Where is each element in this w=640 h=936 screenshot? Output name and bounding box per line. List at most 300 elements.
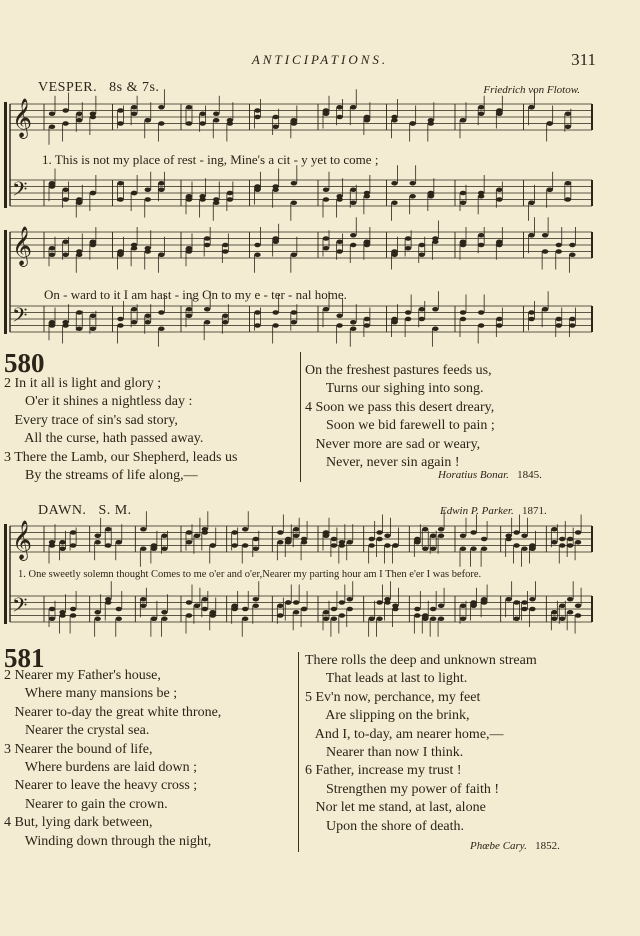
note-head [131,111,137,116]
note-head [76,111,82,116]
composer: Edwin P. Parker. [440,505,514,517]
note-head [94,610,100,615]
note-head [158,121,164,126]
note-head [277,613,283,618]
note-head [227,191,233,196]
note-head [559,543,565,548]
note-head [291,252,297,257]
running-title: ANTICIPATIONS. [251,52,389,67]
note-head [117,108,123,113]
note-head [405,317,411,322]
note-head [254,108,260,113]
note-head [131,105,137,110]
note-head [199,111,205,116]
note-head [460,310,466,315]
note-head [339,600,345,605]
bass-clef-icon: 𝄢 [12,303,28,332]
note-head [559,603,565,608]
hymn-580-right-column: On the freshest pastures feeds us, Turns our sighing into song. 4 Soon we pass this desert dreary, Soon we bid farewell to pain ; Never more are sad or weary, Never, never sin again ! [305,363,495,471]
note-head [409,181,415,186]
note-head [323,197,329,202]
note-head [364,323,370,328]
note-head [551,616,557,621]
note-head [301,537,307,542]
note-head [254,310,260,315]
note-head [405,246,411,251]
note-head [117,252,123,257]
note-head [186,313,192,318]
note-head [559,537,565,542]
note-head [350,243,356,248]
note-head [62,320,68,325]
note-head [202,597,208,602]
music-system-dawn [0,520,640,650]
note-head [254,323,260,328]
note-head [470,603,476,608]
note-head [478,243,484,248]
note-head [505,597,511,602]
note-head [242,607,248,612]
treble-clef-icon: 𝄞 [12,520,33,560]
note-head [202,527,208,532]
note-head [49,540,55,545]
lyric-vesper-line2: On - ward to it I am hast - ing On to my e - ter - nal home. [44,287,347,302]
note-head [49,323,55,328]
note-head [158,326,164,331]
note-head [140,597,146,602]
bass-clef-icon: 𝄢 [12,177,28,206]
note-head [336,194,342,199]
note-head [90,313,96,318]
note-head [419,317,425,322]
note-head [227,197,233,202]
note-head [336,323,342,328]
note-head [151,616,157,621]
note-head [559,616,565,621]
note-head [567,610,573,615]
note-head [272,310,278,315]
note-head [158,187,164,192]
note-head [405,310,411,315]
note-head [151,546,157,551]
lyric-vesper-line1: 1. This is not my place of rest - ing, Mine's a cit - y yet to come ; [42,152,379,167]
page-number: 311 [571,50,596,69]
note-head [376,616,382,621]
note-head [253,546,259,551]
note-head [213,111,219,116]
note-head [438,533,444,538]
note-head [145,313,151,318]
note-head [140,546,146,551]
note-head [364,243,370,248]
tune-name: VESPER. [38,80,98,95]
note-head [546,121,552,126]
treble-clef-icon: 𝄞 [12,226,33,266]
note-head [414,540,420,545]
note-head [336,105,342,110]
note-head [116,607,122,612]
note-head [478,191,484,196]
note-head [460,533,466,538]
tune-meter: S. M. [98,503,132,518]
note-head [131,191,137,196]
note-head [350,105,356,110]
note-head [460,603,466,608]
year: 1871. [522,505,547,517]
note-head [331,543,337,548]
note-head [460,616,466,621]
note-head [478,111,484,116]
note-head [323,533,329,538]
note-head [272,124,278,129]
note-head [350,326,356,331]
note-head [186,105,192,110]
note-head [145,118,151,123]
note-head [231,607,237,612]
note-head [291,310,297,315]
note-head [481,546,487,551]
note-head [70,607,76,612]
note-head [140,527,146,532]
note-head [145,320,151,325]
note-head [556,243,562,248]
note-head [323,187,329,192]
note-head [161,610,167,615]
note-head [438,603,444,608]
note-head [481,600,487,605]
note-head [575,613,581,618]
note-head [70,613,76,618]
note-head [293,533,299,538]
note-head [376,600,382,605]
note-head [569,317,575,322]
note-head [291,181,297,186]
note-head [521,546,527,551]
note-head [513,543,519,548]
note-head [556,317,562,322]
note-head [513,530,519,535]
note-head [409,121,415,126]
note-head [117,323,123,328]
note-head [432,326,438,331]
note-head [364,191,370,196]
note-head [59,610,65,615]
note-head [131,307,137,312]
note-head [161,546,167,551]
note-head [551,540,557,545]
note-head [569,243,575,248]
note-head [565,111,571,116]
note-head [496,187,502,192]
note-head [505,533,511,538]
note-head [391,115,397,120]
note-head [49,616,55,621]
note-head [350,233,356,238]
note-head [529,546,535,551]
note-head [438,527,444,532]
note-head [384,543,390,548]
note-head [460,118,466,123]
note-head [254,243,260,248]
note-head [460,546,466,551]
tune-meter: 8s & 7s. [109,80,160,95]
note-head [496,197,502,202]
tune-vesper-title [38,80,159,96]
note-head [575,603,581,608]
note-head [478,233,484,238]
note-head [528,310,534,315]
note-head [513,616,519,621]
note-head [49,607,55,612]
note-head [161,616,167,621]
note-head [117,197,123,202]
note-head [542,249,548,254]
note-head [460,243,466,248]
note-head [336,115,342,120]
note-head [430,607,436,612]
note-head [291,121,297,126]
note-head [210,543,216,548]
note-head [49,246,55,251]
note-head [567,597,573,602]
note-head [528,200,534,205]
note-head [76,200,82,205]
note-head [186,600,192,605]
note-head [202,607,208,612]
note-head [49,252,55,257]
note-head [242,543,248,548]
note-head [204,320,210,325]
note-head [204,307,210,312]
note-head [350,320,356,325]
note-head [569,323,575,328]
note-head [460,191,466,196]
note-head [542,307,548,312]
note-head [94,616,100,621]
note-head [272,323,278,328]
note-head [117,181,123,186]
year: 1845. [517,469,542,481]
note-head [470,546,476,551]
note-head [521,533,527,538]
note-head [496,243,502,248]
note-head [391,252,397,257]
note-head [186,121,192,126]
note-head [496,111,502,116]
note-head [76,326,82,331]
column-divider [300,352,301,482]
note-head [478,310,484,315]
note-head [529,597,535,602]
note-head [116,540,122,545]
note-head [131,320,137,325]
note-head [521,600,527,605]
note-head [105,543,111,548]
note-head [145,246,151,251]
note-head [272,115,278,120]
note-head [59,546,65,551]
note-head [391,200,397,205]
note-head [339,613,345,618]
system-brace [4,102,7,208]
treble-clef-icon: 𝄞 [12,98,33,138]
attribution-581 [470,840,560,852]
note-head [422,527,428,532]
note-head [210,613,216,618]
note-head [293,527,299,532]
note-head [347,607,353,612]
note-head [331,607,337,612]
note-head [158,181,164,186]
note-head [422,616,428,621]
note-head [186,307,192,312]
author: Horatius Bonar. [438,469,509,481]
note-head [384,533,390,538]
note-head [272,239,278,244]
note-head [336,239,342,244]
note-head [242,616,248,621]
note-head [364,317,370,322]
composer-vesper: Friedrich von Flotow. [483,84,580,96]
note-head [419,307,425,312]
note-head [213,197,219,202]
note-head [460,200,466,205]
note-head [199,121,205,126]
note-head [575,530,581,535]
note-head [90,191,96,196]
note-head [59,540,65,545]
note-head [222,313,228,318]
note-head [546,187,552,192]
note-head [528,233,534,238]
column-divider [298,652,299,852]
note-head [291,200,297,205]
note-head [62,239,68,244]
composer-dawn [440,505,547,517]
note-head [204,236,210,241]
note-head [432,307,438,312]
note-head [277,540,283,545]
note-head [460,317,466,322]
note-head [565,181,571,186]
note-head [428,194,434,199]
note-head [565,124,571,129]
note-head [62,187,68,192]
note-head [364,118,370,123]
tune-dawn-title [38,503,132,519]
note-head [158,252,164,257]
note-head [419,252,425,257]
note-head [419,243,425,248]
note-head [432,236,438,241]
note-head [323,307,329,312]
note-head [368,543,374,548]
note-head [94,533,100,538]
note-head [105,527,111,532]
note-head [158,105,164,110]
note-head [117,317,123,322]
note-head [49,111,55,116]
note-head [70,543,76,548]
note-head [186,249,192,254]
note-head [186,197,192,202]
note-head [186,613,192,618]
note-head [291,320,297,325]
note-head [285,540,291,545]
note-head [222,243,228,248]
note-head [227,118,233,123]
note-head [140,603,146,608]
note-head [62,108,68,113]
note-head [521,607,527,612]
note-head [231,543,237,548]
note-head [336,313,342,318]
lyric-dawn-line: 1. One sweetly solemn thought Comes to me o'er and o'er,Nearer my parting hour am I Then e'er I was before. [18,569,482,580]
note-head [481,537,487,542]
note-head [105,597,111,602]
note-head [339,540,345,545]
note-head [409,194,415,199]
note-head [90,243,96,248]
note-head [70,530,76,535]
note-head [556,249,562,254]
note-head [272,184,278,189]
note-head [222,320,228,325]
note-head [430,546,436,551]
note-head [513,600,519,605]
note-head [145,197,151,202]
note-head [49,184,55,189]
tune-name: DAWN. [38,503,87,518]
note-head [368,537,374,542]
author: Phœbe Cary. [470,840,527,852]
note-head [242,527,248,532]
note-head [145,187,151,192]
note-head [285,600,291,605]
note-head [392,543,398,548]
note-head [567,537,573,542]
hymn-581-left-column: 2 Nearer my Father's house, Where many mansions be ; Nearer to-day the great white throne, Nearer the crystal sea. 3 Nearer the bound of life, Where burdens are laid down ; Nearer to leave the heavy cross ; Nearer to gain the crown. 4 But, lying dark between, Winding down through the night, [4,668,222,849]
note-head [199,194,205,199]
note-head [565,197,571,202]
note-head [350,187,356,192]
note-head [94,540,100,545]
note-head [131,243,137,248]
note-head [186,540,192,545]
note-head [231,530,237,535]
note-head [391,320,397,325]
note-head [414,607,420,612]
note-head [528,105,534,110]
note-head [430,616,436,621]
system-brace [4,230,7,334]
note-head [428,118,434,123]
note-head [331,616,337,621]
note-head [347,540,353,545]
note-head [551,527,557,532]
year: 1852. [535,840,560,852]
note-head [158,310,164,315]
note-head [478,105,484,110]
note-head [90,111,96,116]
note-head [496,323,502,328]
note-head [62,121,68,126]
note-head [62,252,68,257]
note-head [575,540,581,545]
note-head [368,616,374,621]
note-head [438,616,444,621]
bass-clef-icon: 𝄢 [12,593,28,622]
